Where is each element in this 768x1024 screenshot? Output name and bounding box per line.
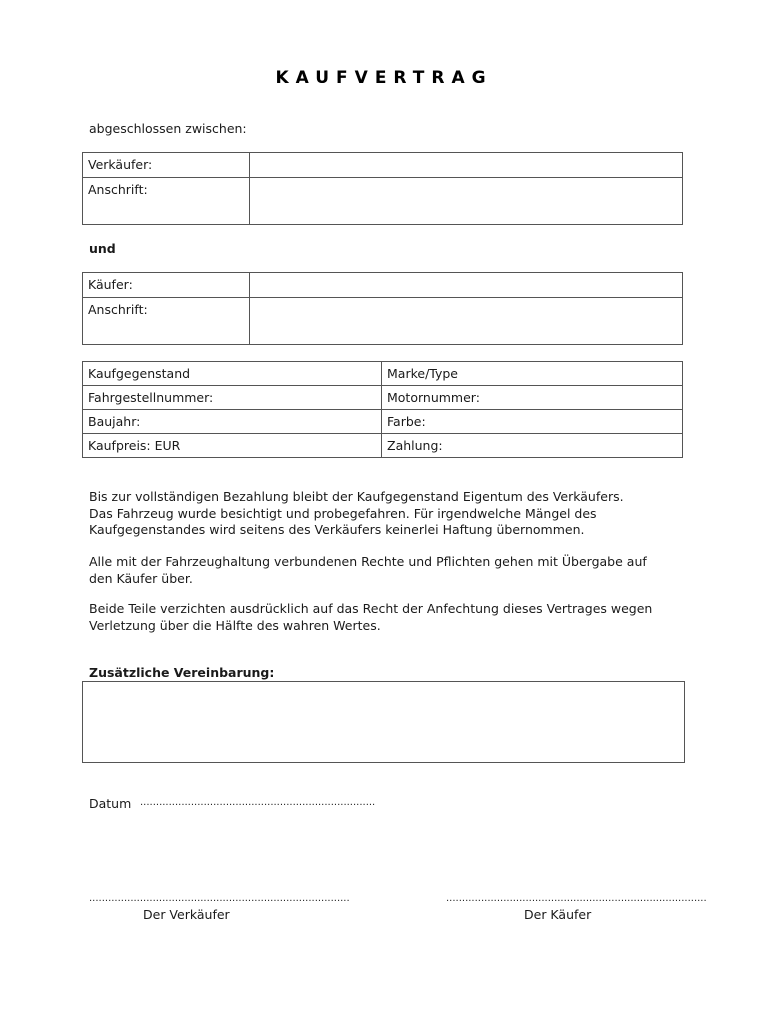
- buyer-name-label: Käufer:: [83, 273, 250, 298]
- seller-address-field[interactable]: [250, 178, 683, 225]
- buyer-signature-label: Der Käufer: [524, 907, 592, 922]
- buyer-address-label: Anschrift:: [83, 298, 250, 345]
- buyer-table: [82, 272, 683, 345]
- paragraph-line: Kaufgegenstandes wird seitens des Verkäufers keinerlei Haftung übernommen.: [89, 522, 585, 537]
- date-label: Datum: [89, 796, 132, 811]
- additional-agreement-box[interactable]: [82, 681, 685, 763]
- object-cell: Kaufpreis: EUR: [83, 434, 382, 458]
- object-table: [82, 361, 683, 458]
- seller-name-field[interactable]: [250, 153, 683, 178]
- object-cell: Baujahr:: [83, 410, 382, 434]
- seller-signature-line[interactable]: ..................................................................................: [89, 893, 350, 904]
- connector-und: und: [89, 241, 116, 256]
- paragraph-waiver: [89, 601, 679, 634]
- buyer-signature-line[interactable]: ..................................................................................: [446, 893, 707, 904]
- additional-agreement-label: Zusätzliche Vereinbarung:: [89, 665, 275, 680]
- date-line[interactable]: ..........................................................................: [140, 797, 376, 808]
- buyer-address-field[interactable]: [250, 298, 683, 345]
- seller-table: [82, 152, 683, 225]
- object-cell: Zahlung:: [382, 434, 683, 458]
- object-cell: Fahrgestellnummer:: [83, 386, 382, 410]
- paragraph-line: Das Fahrzeug wurde besichtigt und probegefahren. Für irgendwelche Mängel des: [89, 505, 597, 521]
- object-cell: Motornummer:: [382, 386, 683, 410]
- seller-signature-label: Der Verkäufer: [143, 907, 230, 922]
- buyer-name-field[interactable]: [250, 273, 683, 298]
- document-title: KAUFVERTRAG: [275, 68, 493, 88]
- seller-address-label: Anschrift:: [83, 178, 250, 225]
- paragraph-line: Verletzung über die Hälfte des wahren Wertes.: [89, 617, 381, 633]
- paragraph-ownership: [89, 489, 679, 539]
- object-cell: Farbe:: [382, 410, 683, 434]
- paragraph-line: den Käufer über.: [89, 570, 193, 586]
- paragraph-line: Beide Teile verzichten ausdrücklich auf das Recht der Anfechtung dieses Vertrages wegen: [89, 601, 653, 616]
- paragraph-line: Alle mit der Fahrzeughaltung verbundenen Rechte und Pflichten gehen mit Übergabe auf: [89, 554, 647, 569]
- object-cell: Kaufgegenstand: [83, 362, 382, 386]
- seller-name-label: Verkäufer:: [83, 153, 250, 178]
- intro-text: abgeschlossen zwischen:: [89, 121, 247, 136]
- paragraph-rights: [89, 554, 679, 587]
- paragraph-line: Bis zur vollständigen Bezahlung bleibt der Kaufgegenstand Eigentum des Verkäufers.: [89, 489, 624, 504]
- object-cell: Marke/Type: [382, 362, 683, 386]
